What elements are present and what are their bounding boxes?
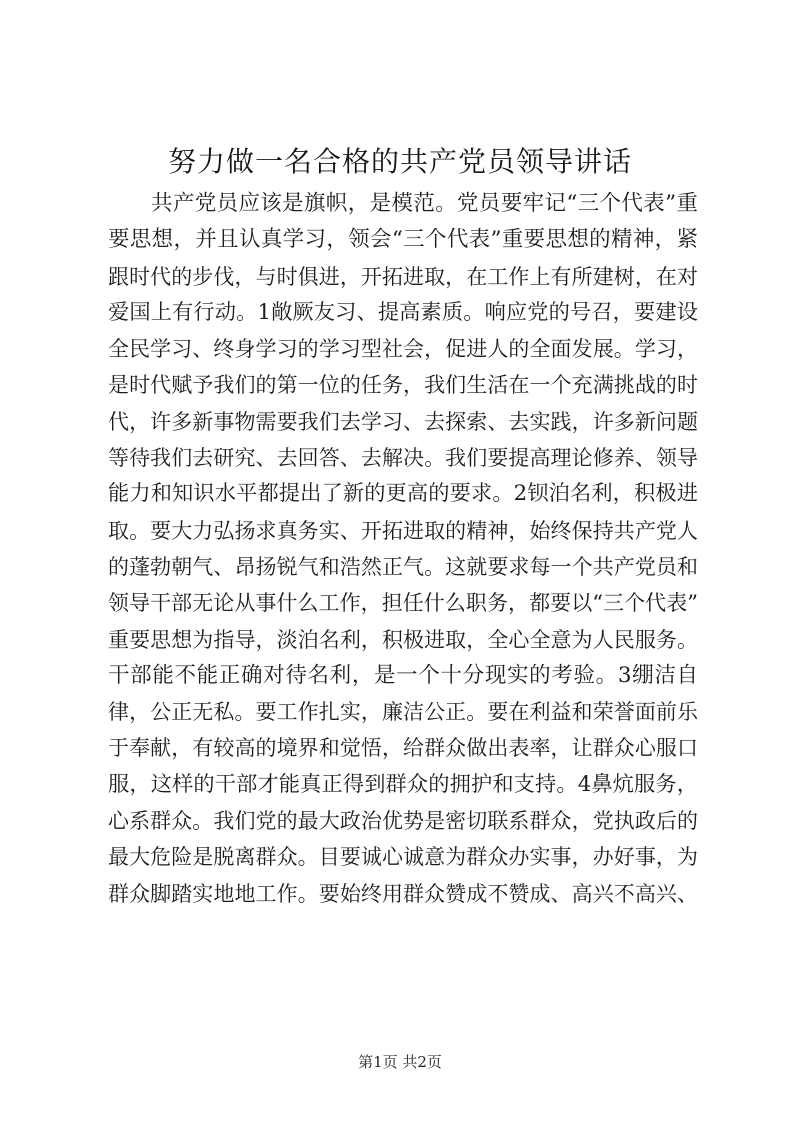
body-line: 于奉献，有较高的境界和觉悟，给群众做出表率，让群众心服口 xyxy=(108,736,698,761)
body-line: 心系群众。我们党的最大政治优势是密切联系群众，党执政后的 xyxy=(108,809,698,834)
body-line: 爱国上有行动。1敞厥友习、提高素质。响应党的号召，要建设 xyxy=(108,299,698,325)
body-line: 干部能不能正确对待名利，是一个十分现实的考验。3绷洁自 xyxy=(108,662,698,688)
body-line: 要思想，并且认真学习，领会“三个代表”重要思想的精神，紧 xyxy=(108,227,698,253)
body-line: 群众脚踏实地地工作。要始终用群众赞成不赞成、高兴不高兴、 xyxy=(108,881,698,906)
body-line: 等待我们去研究、去回答、去解决。我们要提高理论修养、领导 xyxy=(108,446,698,471)
document-title: 努力做一名合格的共产党员领导讲话 xyxy=(167,145,632,178)
page-footer: 第1页 共2页 xyxy=(358,1053,442,1071)
body-line: 能力和知识水平都提出了新的更高的要求。2钡泊名利，积极进 xyxy=(108,481,698,507)
body-line: 全民学习、终身学习的学习型社会，促进人的全面发展。学习， xyxy=(108,337,698,362)
body-line: 的蓬勃朝气、昂扬锐气和浩然正气。这就要求每一个共产党员和 xyxy=(108,554,698,579)
body-line: 是时代赋予我们的第一位的任务，我们生活在一个充满挑战的时 xyxy=(108,373,698,398)
body-line: 领导干部无论从事什么工作，担任什么职务，都要以“三个代表” xyxy=(108,591,698,616)
body-line: 代，许多新事物需要我们去学习、去探索、去实践，许多新问题 xyxy=(108,409,698,434)
body-line: 最大危险是脱离群众。目要诚心诚意为群众办实事，办好事，为 xyxy=(108,845,698,870)
body-line: 律，公正无私。要工作扎实，廉洁公正。要在利益和荣誉面前乐 xyxy=(108,700,698,725)
body-line: 跟时代的步伐，与时俱进，开拓进取，在工作上有所建树，在对 xyxy=(108,264,698,289)
body-line: 取。要大力弘扬求真务实、开拓进取的精神，始终保持共产党人 xyxy=(108,518,698,543)
body-line: 共产党员应该是旗帜，是模范。党员要牢记“三个代表”重 xyxy=(151,191,698,216)
body-line: 服，这样的干部才能真正得到群众的拥护和支持。4鼻炕服务， xyxy=(108,771,698,797)
body-line: 重要思想为指导，淡泊名利，积极进取，全心全意为人民服务。 xyxy=(108,627,698,652)
body-paragraph xyxy=(108,186,698,912)
